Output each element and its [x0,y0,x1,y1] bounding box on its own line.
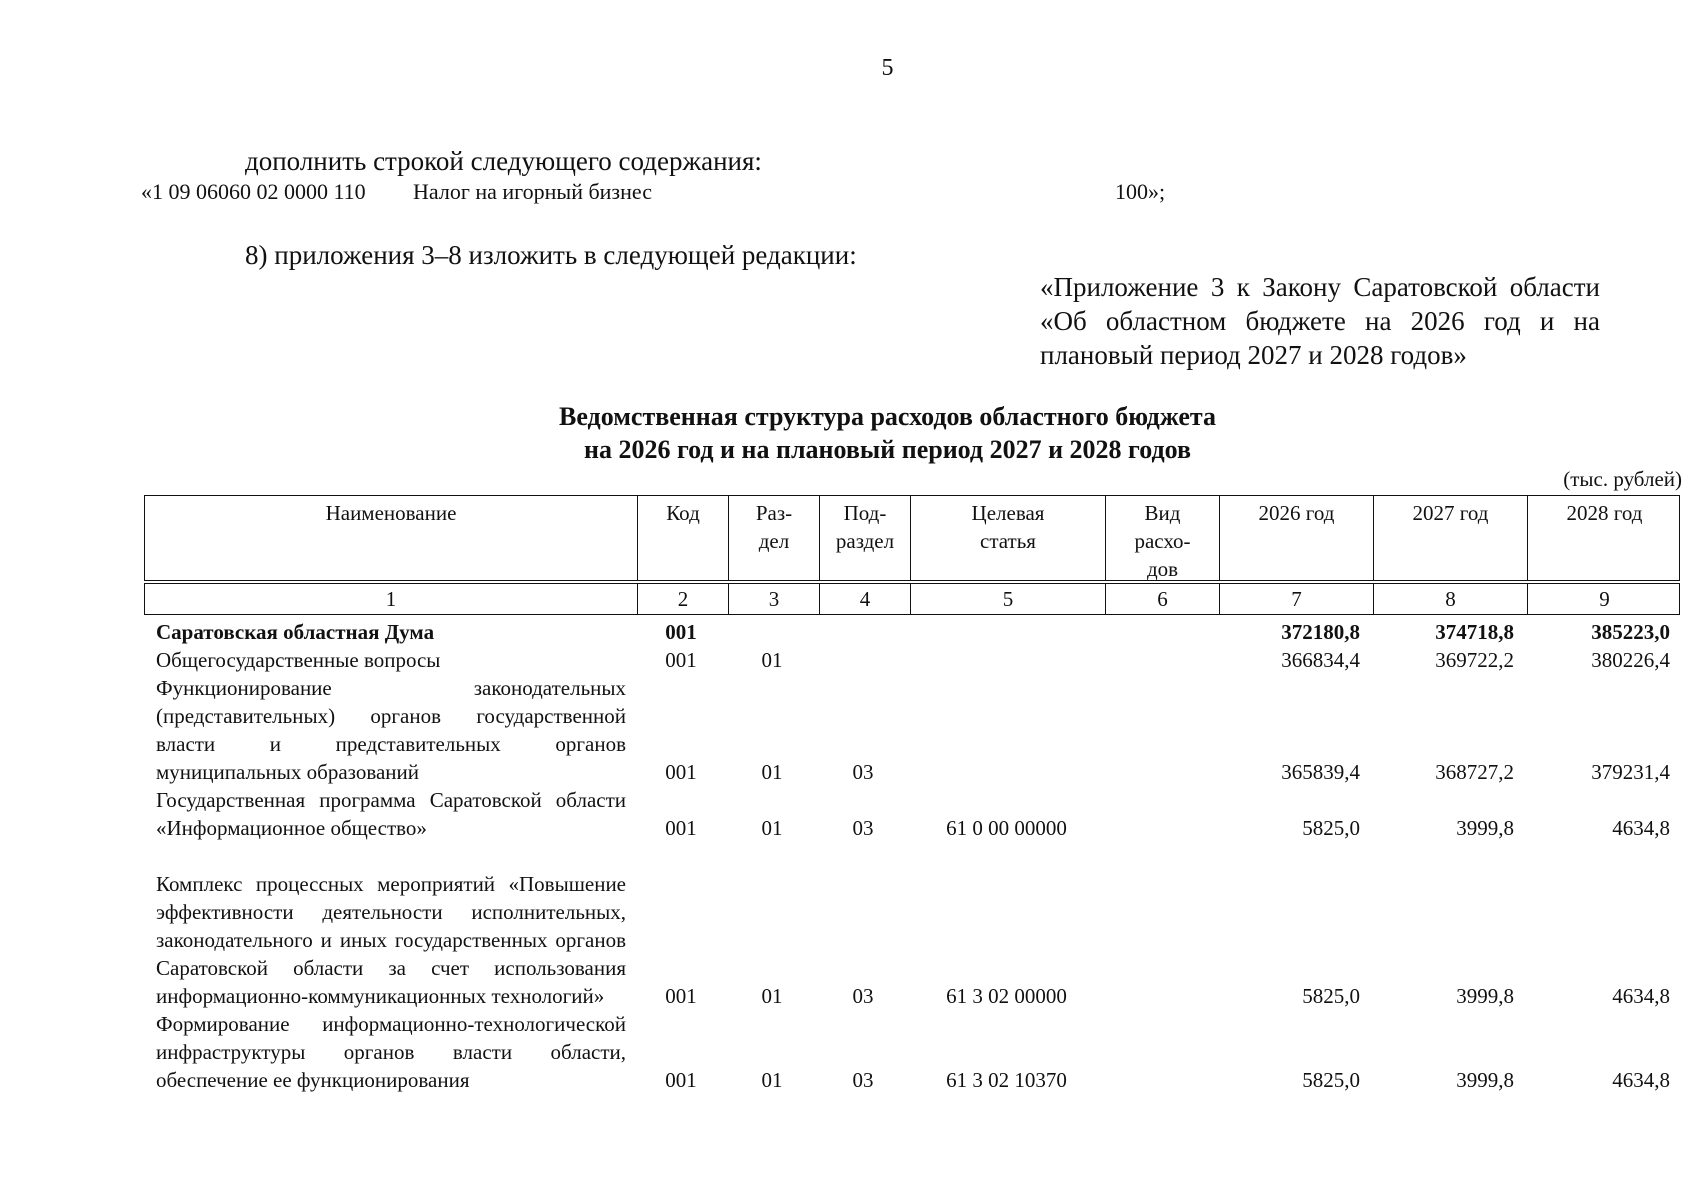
row-name: Государственная программа Саратовской области «Информационное общество» [156,788,626,840]
header-celevaya-line-2: статья [980,529,1036,553]
row-2027: 369722,2 [1435,648,1514,672]
header-razdel-line-1: Раз- [755,501,793,525]
column-number: 8 [1373,584,1527,614]
page-number: 5 [881,55,894,81]
header-2028-text: 2028 год [1566,501,1643,525]
row-name: Формирование информационно-технологической инфраструктуры органов власти области, обеспечение ее функционирования [156,1012,626,1092]
table-row [0,618,1697,646]
header-name [145,496,637,580]
row-code: 001 [665,648,697,672]
column-number: 3 [728,584,819,614]
header-2026-text: 2026 год [1258,501,1335,525]
row-code: 001 [665,816,697,840]
insert-row-value: 100»; [1115,179,1166,204]
row-2026: 5825,0 [1302,1068,1360,1092]
row-2028: 385223,0 [1591,620,1670,644]
column-number: 4 [819,584,910,614]
table-row [0,674,1697,786]
header-2027 [1373,496,1527,580]
row-2026: 5825,0 [1302,984,1360,1008]
item-8-text: 8) приложения 3–8 изложить в следующей редакции: [245,240,857,270]
table-row [0,1010,1697,1094]
insert-row-name: Налог на игорный бизнес [413,179,652,204]
row-podrazdel: 03 [852,760,874,784]
row-2028: 4634,8 [1612,1068,1670,1092]
row-2027: 368727,2 [1435,760,1514,784]
row-2028: 4634,8 [1612,816,1670,840]
header-podrazdel-line-2: раздел [835,529,895,553]
header-vid-line-3: дов [1146,557,1179,581]
row-podrazdel: 03 [852,1068,874,1092]
row-razdel: 01 [761,648,783,672]
header-vid-line-2: расхо- [1134,529,1191,553]
row-podrazdel: 03 [852,984,874,1008]
row-2027: 3999,8 [1456,1068,1514,1092]
row-name: Функционирование законодательных (представительных) органов государственной власти и представительных органов муниципальных образований [156,676,626,784]
intro-text: дополнить строкой следующего содержания: [245,146,762,176]
header-name-text: Наименование [325,501,457,525]
header-vid-line-1: Вид [1144,501,1181,525]
header-celevaya [910,496,1105,580]
row-razdel: 01 [761,816,783,840]
row-name: Комплекс процессных мероприятий «Повышение эффективности деятельности исполнительных, законодательного и иных государственных органов Саратовской области за счет использования информационно-коммуникационных технологий» [156,872,626,1008]
row-celevaya: 61 3 02 00000 [946,984,1067,1008]
column-number: 6 [1105,584,1219,614]
header-podrazdel-line-1: Под- [843,501,887,525]
row-celevaya: 61 0 00 00000 [946,816,1067,840]
column-number: 9 [1527,584,1681,614]
units-label: (тыс. рублей) [1563,467,1682,491]
insert-row-code: «1 09 06060 02 0000 110 [141,179,366,204]
row-2027: 374718,8 [1435,620,1514,644]
row-2026: 366834,4 [1281,648,1360,672]
table-title-line-2: на 2026 год и на плановый период 2027 и 2028 годов [583,435,1192,464]
header-2027-text: 2027 год [1412,501,1489,525]
row-2027: 3999,8 [1456,816,1514,840]
table-title-line-1: Ведомственная структура расходов областного бюджета [559,402,1216,431]
column-number: 1 [385,587,397,611]
header-razdel [728,496,819,580]
table-row [0,842,1697,1010]
appendix-note: «Приложение 3 к Закону Саратовской области «Об областном бюджете на 2026 год и на плановый период 2027 и 2028 годов» [1040,272,1600,370]
row-razdel: 01 [761,984,783,1008]
row-2028: 4634,8 [1612,984,1670,1008]
column-number: 7 [1219,584,1373,614]
row-celevaya: 61 3 02 10370 [946,1068,1067,1092]
header-code-text: Код [666,501,700,525]
table-header [144,495,1680,581]
row-2026: 365839,4 [1281,760,1360,784]
row-2026: 372180,8 [1281,620,1360,644]
column-number: 2 [637,584,728,614]
row-2028: 380226,4 [1591,648,1670,672]
row-razdel: 01 [761,760,783,784]
header-podrazdel [819,496,910,580]
row-2028: 379231,4 [1591,760,1670,784]
row-2026: 5825,0 [1302,816,1360,840]
table-row [0,786,1697,842]
table-row [0,646,1697,674]
header-vid [1105,496,1219,580]
header-2026 [1219,496,1373,580]
header-celevaya-line-1: Целевая [971,501,1045,525]
header-code [637,496,728,580]
row-name: Саратовская областная Дума [156,620,435,644]
table-title [0,400,1697,466]
header-2028 [1527,496,1681,580]
row-code: 001 [665,1068,697,1092]
row-razdel: 01 [761,1068,783,1092]
header-razdel-line-2: дел [758,529,790,553]
row-code: 001 [665,620,697,644]
column-number-row [144,583,1680,615]
row-code: 001 [665,760,697,784]
column-number: 5 [910,584,1105,614]
row-code: 001 [665,984,697,1008]
row-2027: 3999,8 [1456,984,1514,1008]
row-podrazdel: 03 [852,816,874,840]
row-name: Общегосударственные вопросы [156,648,441,672]
